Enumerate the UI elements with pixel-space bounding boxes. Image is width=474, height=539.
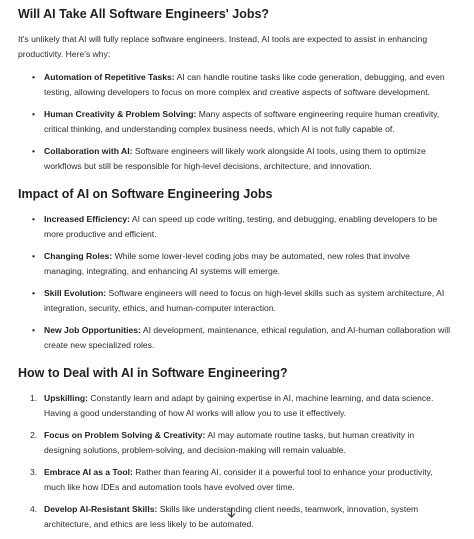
arrow-down-icon[interactable]: [225, 506, 237, 518]
item-title: Increased Efficiency:: [44, 214, 130, 224]
item-title: Focus on Problem Solving & Creativity:: [44, 430, 206, 440]
bullet-marker: •: [32, 109, 36, 119]
item-number: 4.: [30, 504, 38, 514]
item-number: 3.: [30, 467, 38, 477]
item-text: Many aspects of software engineering require human creativity, critical thinking, and understanding complex business needs, which AI is not fully capable of.: [44, 109, 440, 134]
item-text: Rather than fearing AI, consider it a powerful tool to enhance your productivity, much like how IDEs and automation tools have evolved over time.: [44, 467, 433, 492]
list-item: [18, 286, 452, 316]
item-title: Skill Evolution:: [44, 288, 107, 298]
item-text: AI may automate routine tasks, but human creativity in designing solutions, problem-solving, and decision-making will remain valuable.: [44, 430, 415, 455]
section-heading: How to Deal with AI in Software Engineering?: [18, 366, 288, 380]
item-text: AI development, maintenance, ethical regulation, and AI-human collaboration will create new specialized roles.: [44, 325, 451, 350]
bullet-list: [18, 212, 458, 353]
bullet-marker: •: [32, 251, 36, 261]
item-text: While some lower-level coding jobs may be automated, new roles that involve managing, integrating, and enhancing AI systems will emerge.: [44, 251, 410, 276]
item-title: Automation of Repetitive Tasks:: [44, 72, 175, 82]
bullet-marker: •: [32, 288, 36, 298]
list-item: [18, 212, 452, 242]
bullet-marker: •: [32, 214, 36, 224]
list-item: [18, 144, 452, 174]
item-text: Software engineers will likely work alongside AI tools, using them to optimize workflows but still be responsible for high-level decisions, architecture, and innovation.: [44, 146, 426, 171]
item-title: Develop AI-Resistant Skills:: [44, 504, 158, 514]
numbered-list: [18, 391, 458, 532]
item-text: Skills like understanding client needs, teamwork, innovation, system architecture, and ethics are less likely to be automated.: [44, 504, 419, 529]
bullet-marker: •: [32, 72, 36, 82]
section-heading: Will AI Take All Software Engineers' Jobs?: [18, 7, 270, 21]
section-heading: Impact of AI on Software Engineering Jobs: [18, 187, 273, 201]
item-text: AI can speed up code writing, testing, and debugging, enabling developers to be more productive and efficient.: [44, 214, 438, 239]
bullet-list: [18, 70, 458, 174]
item-title: New Job Opportunities:: [44, 325, 141, 335]
list-item: [18, 428, 452, 458]
item-title: Upskilling:: [44, 393, 88, 403]
arrow-down-icon-glyph: [227, 507, 236, 518]
item-title: Human Creativity & Problem Solving:: [44, 109, 197, 119]
list-item: [18, 465, 452, 495]
item-number: 2.: [30, 430, 38, 440]
list-item: [18, 249, 452, 279]
bullet-marker: •: [32, 146, 36, 156]
item-title: Embrace AI as a Tool:: [44, 467, 133, 477]
item-text: AI can handle routine tasks like code generation, debugging, and even testing, allowing developers to focus on more complex and creative aspects of software development.: [44, 72, 445, 97]
list-item: [18, 70, 452, 100]
list-item: [18, 107, 452, 137]
list-item: [18, 323, 452, 353]
item-text: Software engineers will need to focus on high-level skills such as system architecture, AI integration, security, ethics, and human-computer interaction.: [44, 288, 445, 313]
item-title: Changing Roles:: [44, 251, 113, 261]
section-intro: It's unlikely that AI will fully replace software engineers. Instead, AI tools are expected to assist in enhancing productivity. Here's why:: [18, 34, 428, 59]
list-item: [18, 391, 452, 421]
bullet-marker: •: [32, 325, 36, 335]
item-number: 1.: [30, 393, 38, 403]
item-text: Constantly learn and adapt by gaining expertise in AI, machine learning, and data science. Having a good understanding of how AI works will allow you to use it effectively.: [44, 393, 434, 418]
chat-response: [18, 0, 458, 539]
item-title: Collaboration with AI:: [44, 146, 133, 156]
